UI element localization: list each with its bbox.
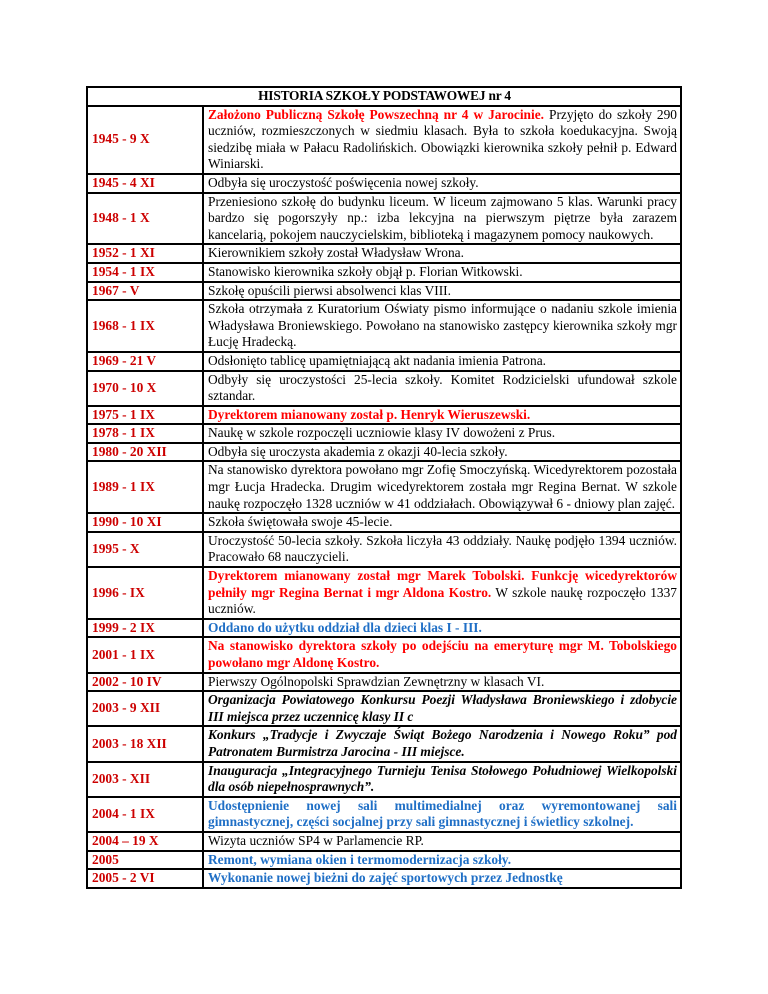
event-highlight: Dyrektorem mianowany został mgr Marek Tobolski. Funkcję wicedyrektorów pełniły mgr Regina Bernat i mgr Aldona Kostro. — [208, 568, 677, 600]
event-text: Przeniesiono szkołę do budynku liceum. W liceum zajmowano 5 klas. Warunki pracy bardzo się pogorszyły np.: izba lekcyjna na pierwszym piętrze była zarazem kancelarią, pokojem nauczycielskim, biblioteką i magazynem pomocy naukowych. — [208, 193, 677, 242]
event-date: 2003 - XII — [87, 762, 203, 797]
event-description — [203, 300, 681, 352]
event-text: Szkoła otrzymała z Kuratorium Oświaty pismo informujące o nadaniu szkole imienia Władysława Broniewskiego. Powołano na stanowisko zastępcy kierownika szkoły mgr Łucję Hradecką. — [208, 301, 677, 350]
event-text: Odsłonięto tablicę upamiętniającą akt nadania imienia Patrona. — [208, 352, 546, 368]
event-text: Przyjęto do szkoły 290 uczniów, rozmieszczonych w siedmiu klasach. Była to szkoła koedukacyjna. Swoją siedzibę miała w Pałacu Radolińskich. Obowiązki kierownika szkoły pełnił p. Edward Winiarski. — [208, 106, 677, 172]
event-date: 1969 - 21 V — [87, 352, 203, 371]
event-text: Kierownikiem szkoły został Władysław Wrona. — [208, 245, 464, 261]
history-row — [87, 424, 681, 443]
history-row — [87, 443, 681, 462]
event-date: 1980 - 20 XII — [87, 443, 203, 462]
event-description — [203, 513, 681, 532]
event-date: 1978 - 1 IX — [87, 424, 203, 443]
event-date: 1999 - 2 IX — [87, 619, 203, 638]
history-row — [87, 762, 681, 797]
event-text: Szkołę opuścili pierwsi absolwenci klas VIII. — [208, 282, 451, 298]
history-row — [87, 832, 681, 851]
history-row — [87, 851, 681, 870]
event-description — [203, 193, 681, 245]
history-row — [87, 726, 681, 761]
event-text: Organizacja Powiatowego Konkursu Poezji Władysława Broniewskiego i zdobycie III miejsca przez uczennicę klasy II c — [208, 692, 677, 724]
event-date: 2002 - 10 IV — [87, 673, 203, 692]
history-row — [87, 282, 681, 301]
event-text: Uroczystość 50-lecia szkoły. Szkoła liczyła 43 oddziały. Naukę podjęło 1394 uczniów. Pracowało 68 nauczycieli. — [208, 532, 677, 565]
event-date: 2004 - 1 IX — [87, 797, 203, 832]
event-text: Na stanowisko dyrektora powołano mgr Zofię Smoczyńską. Wicedyrektorem pozostała mgr Łucja Hradecka. Drugim wicedyrektorem została mgr Regina Bernat. W szkole naukę rozpoczęło 1328 uczniów w 41 oddziałach. Obowiązywał 6 - dniowy plan zajęć. — [208, 462, 677, 511]
event-date: 2003 - 18 XII — [87, 726, 203, 761]
event-description — [203, 726, 681, 761]
event-date: 1967 - V — [87, 282, 203, 301]
event-text: Udostępnienie nowej sali multimedialnej oraz wyremontowanej sali gimnastycznej, części socjalnej przy sali gimnastycznej i świetlicy szkolnej. — [208, 797, 677, 830]
history-row — [87, 300, 681, 352]
history-row — [87, 673, 681, 692]
history-row — [87, 244, 681, 263]
history-row — [87, 106, 681, 174]
event-description — [203, 797, 681, 832]
event-description — [203, 371, 681, 406]
event-text: Dyrektorem mianowany został p. Henryk Wieruszewski. — [208, 406, 531, 422]
history-row — [87, 691, 681, 726]
event-text: Odbyły się uroczystości 25-lecia szkoły. Komitet Rodzicielski ufundował szkole sztandar. — [208, 371, 677, 404]
event-date: 1968 - 1 IX — [87, 300, 203, 352]
event-text: Wykonanie nowej bieżni do zajęć sportowych przez Jednostkę — [208, 870, 563, 886]
event-date: 1954 - 1 IX — [87, 263, 203, 282]
event-description — [203, 673, 681, 692]
event-text: Konkurs „Tradycje i Zwyczaje Świąt Bożego Narodzenia i Nowego Roku” pod Patronatem Burmistrza Jarocina - III miejsce. — [208, 727, 677, 759]
event-description — [203, 461, 681, 513]
event-description — [203, 106, 681, 174]
event-description — [203, 174, 681, 193]
event-date: 2003 - 9 XII — [87, 691, 203, 726]
event-description — [203, 691, 681, 726]
event-description — [203, 443, 681, 462]
event-date: 1952 - 1 XI — [87, 244, 203, 263]
event-text: Stanowisko kierownika szkoły objął p. Florian Witkowski. — [208, 263, 523, 279]
event-text: Remont, wymiana okien i termomodernizacja szkoły. — [208, 851, 512, 867]
event-date: 2005 — [87, 851, 203, 870]
event-date: 2004 – 19 X — [87, 832, 203, 851]
event-text: W szkole naukę rozpoczęło 1337 uczniów. — [208, 584, 677, 617]
event-description — [203, 424, 681, 443]
event-description — [203, 406, 681, 425]
event-description — [203, 244, 681, 263]
history-row — [87, 567, 681, 619]
event-description — [203, 263, 681, 282]
event-text: Wizyta uczniów SP4 w Parlamencie RP. — [208, 832, 424, 848]
event-date: 2001 - 1 IX — [87, 637, 203, 672]
page-title: HISTORIA SZKOŁY PODSTAWOWEJ nr 4 — [87, 87, 681, 106]
event-description — [203, 762, 681, 797]
event-text: Odbyła się uroczysta akademia z okazji 40-lecia szkoły. — [208, 443, 508, 459]
event-description — [203, 869, 681, 888]
event-date: 1989 - 1 IX — [87, 461, 203, 513]
history-row — [87, 619, 681, 638]
event-description — [203, 282, 681, 301]
event-text: Pierwszy Ogólnopolski Sprawdzian Zewnętrzny w klasach VI. — [208, 673, 545, 689]
event-description — [203, 832, 681, 851]
event-date: 1990 - 10 XI — [87, 513, 203, 532]
history-row — [87, 869, 681, 888]
event-date: 1948 - 1 X — [87, 193, 203, 245]
event-text: Szkoła świętowała swoje 45-lecie. — [208, 514, 393, 530]
history-table — [86, 86, 682, 889]
event-text: Na stanowisko dyrektora szkoły po odejściu na emeryturę mgr M. Tobolskiego powołano mgr Aldonę Kostro. — [208, 638, 677, 670]
event-description — [203, 352, 681, 371]
event-text: Naukę w szkole rozpoczęli uczniowie klasy IV dowożeni z Prus. — [208, 425, 556, 441]
history-row — [87, 406, 681, 425]
event-description — [203, 851, 681, 870]
event-highlight: Założono Publiczną Szkołę Powszechną nr 4 w Jarocinie. — [208, 106, 545, 122]
event-date: 1975 - 1 IX — [87, 406, 203, 425]
event-date: 1945 - 9 X — [87, 106, 203, 174]
history-row — [87, 797, 681, 832]
history-row — [87, 263, 681, 282]
event-description — [203, 567, 681, 619]
event-text: Oddano do użytku oddział dla dzieci klas I - III. — [208, 619, 482, 635]
history-row — [87, 174, 681, 193]
title-row — [87, 87, 681, 106]
history-row — [87, 352, 681, 371]
event-text: Inauguracja „Integracyjnego Turnieju Tenisa Stołowego Południowej Wielkopolski dla osób niepełnosprawnych”. — [208, 762, 677, 795]
history-row — [87, 532, 681, 567]
event-date: 2005 - 2 VI — [87, 869, 203, 888]
event-description — [203, 619, 681, 638]
history-row — [87, 513, 681, 532]
history-row — [87, 461, 681, 513]
event-text: Odbyła się uroczystość poświęcenia nowej szkoły. — [208, 174, 479, 190]
event-date: 1945 - 4 XI — [87, 174, 203, 193]
event-date: 1995 - X — [87, 532, 203, 567]
history-row — [87, 637, 681, 672]
event-date: 1970 - 10 X — [87, 371, 203, 406]
history-row — [87, 193, 681, 245]
event-description — [203, 637, 681, 672]
event-date: 1996 - IX — [87, 567, 203, 619]
event-description — [203, 532, 681, 567]
history-row — [87, 371, 681, 406]
